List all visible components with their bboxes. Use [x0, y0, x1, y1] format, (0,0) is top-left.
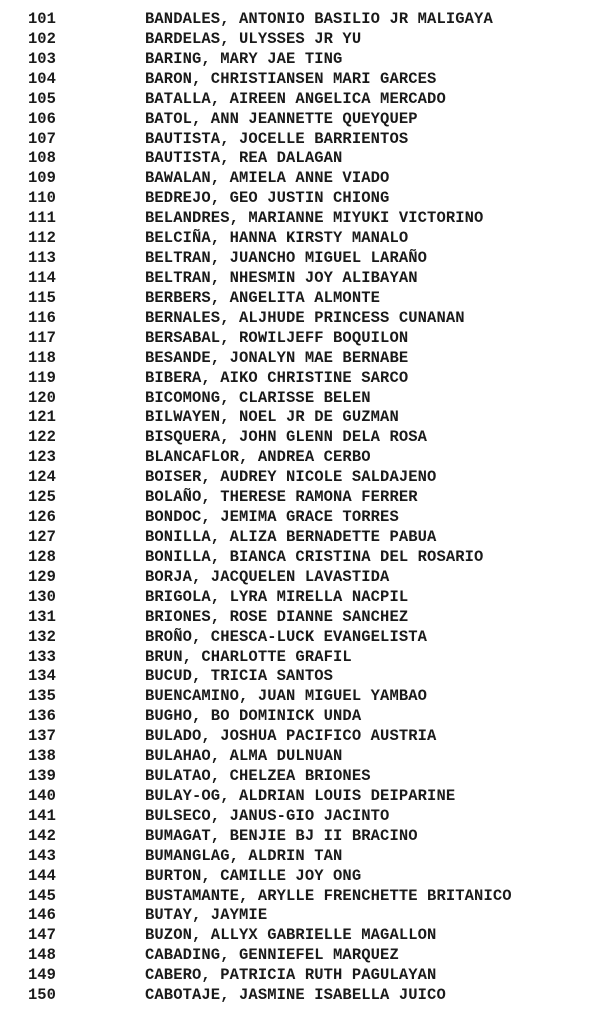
entry-number: 115	[28, 288, 56, 307]
entry-name: BESANDE, JONALYN MAE BERNABE	[145, 348, 409, 367]
entry-name: BULAY-OG, ALDRIAN LOUIS DEIPARINE	[145, 786, 456, 805]
list-item	[0, 867, 615, 887]
entry-number: 125	[28, 488, 56, 507]
entry-number: 147	[28, 926, 56, 945]
list-item	[0, 229, 615, 249]
list-item	[0, 847, 615, 867]
list-item	[0, 687, 615, 707]
list-item	[0, 986, 615, 1006]
list-item	[0, 827, 615, 847]
entry-number: 117	[28, 328, 56, 347]
entry-number: 108	[28, 149, 56, 168]
entry-name: CABERO, PATRICIA RUTH PAGULAYAN	[145, 966, 437, 985]
list-item	[0, 707, 615, 727]
entry-name: CABADING, GENNIEFEL MARQUEZ	[145, 946, 399, 965]
list-item	[0, 628, 615, 648]
entry-name: BIBERA, AIKO CHRISTINE SARCO	[145, 368, 409, 387]
entry-name: BUCUD, TRICIA SANTOS	[145, 667, 334, 686]
list-item	[0, 50, 615, 70]
list-item	[0, 906, 615, 926]
list-item	[0, 508, 615, 528]
entry-number: 121	[28, 408, 56, 427]
entry-number: 104	[28, 69, 56, 88]
entry-name: BARING, MARY JAE TING	[145, 49, 343, 68]
entry-name: BULATAO, CHELZEA BRIONES	[145, 767, 371, 786]
list-item	[0, 149, 615, 169]
entry-number: 127	[28, 527, 56, 546]
entry-number: 142	[28, 826, 56, 845]
entry-number: 139	[28, 767, 56, 786]
entry-number: 149	[28, 966, 56, 985]
entry-name: BUTAY, JAYMIE	[145, 906, 268, 925]
entry-number: 148	[28, 946, 56, 965]
entry-name: BULADO, JOSHUA PACIFICO AUSTRIA	[145, 727, 437, 746]
entry-name: BULSECO, JANUS-GIO JACINTO	[145, 806, 390, 825]
list-item	[0, 110, 615, 130]
entry-name: BERNALES, ALJHUDE PRINCESS CUNANAN	[145, 308, 465, 327]
entry-name: BRIONES, ROSE DIANNE SANCHEZ	[145, 607, 409, 626]
list-item	[0, 329, 615, 349]
entry-name: BONILLA, BIANCA CRISTINA DEL ROSARIO	[145, 547, 484, 566]
entry-number: 124	[28, 468, 56, 487]
list-item	[0, 349, 615, 369]
list-item	[0, 70, 615, 90]
entry-number: 114	[28, 268, 56, 287]
entry-number: 111	[28, 209, 56, 228]
list-item	[0, 130, 615, 150]
entry-name: BUMANGLAG, ALDRIN TAN	[145, 846, 343, 865]
entry-number: 150	[28, 986, 56, 1005]
list-item	[0, 428, 615, 448]
entry-name: BAWALAN, AMIELA ANNE VIADO	[145, 169, 390, 188]
list-item	[0, 568, 615, 588]
entry-number: 141	[28, 806, 56, 825]
entry-name: BAUTISTA, REA DALAGAN	[145, 149, 343, 168]
entry-name: BARON, CHRISTIANSEN MARI GARCES	[145, 69, 437, 88]
list-item	[0, 926, 615, 946]
entry-name: BONILLA, ALIZA BERNADETTE PABUA	[145, 527, 437, 546]
entry-number: 105	[28, 89, 56, 108]
list-item	[0, 946, 615, 966]
entry-name: CABOTAJE, JASMINE ISABELLA JUICO	[145, 986, 446, 1005]
entry-number: 112	[28, 229, 56, 248]
entry-name: BELCIÑA, HANNA KIRSTY MANALO	[145, 229, 409, 248]
entry-name: BATALLA, AIREEN ANGELICA MERCADO	[145, 89, 446, 108]
entry-number: 131	[28, 607, 56, 626]
entry-number: 120	[28, 388, 56, 407]
entry-number: 140	[28, 786, 56, 805]
entry-name: BUSTAMANTE, ARYLLE FRENCHETTE BRITANICO	[145, 886, 512, 905]
list-item	[0, 966, 615, 986]
entry-number: 138	[28, 747, 56, 766]
entry-number: 116	[28, 308, 56, 327]
entry-number: 101	[28, 10, 56, 28]
list-item	[0, 389, 615, 409]
entry-name: BILWAYEN, NOEL JR DE GUZMAN	[145, 408, 399, 427]
entry-number: 146	[28, 906, 56, 925]
list-item	[0, 289, 615, 309]
entry-number: 119	[28, 368, 56, 387]
entry-name: BURTON, CAMILLE JOY ONG	[145, 866, 362, 885]
entry-number: 144	[28, 866, 56, 885]
list-item	[0, 488, 615, 508]
entry-number: 102	[28, 29, 56, 48]
list-item	[0, 249, 615, 269]
list-item	[0, 648, 615, 668]
entry-name: BOLAÑO, THERESE RAMONA FERRER	[145, 488, 418, 507]
entry-name: BONDOC, JEMIMA GRACE TORRES	[145, 508, 399, 527]
list-item	[0, 548, 615, 568]
entry-name: BERBERS, ANGELITA ALMONTE	[145, 288, 381, 307]
list-item	[0, 608, 615, 628]
entry-name: BAUTISTA, JOCELLE BARRIENTOS	[145, 129, 409, 148]
list-item	[0, 767, 615, 787]
list-item	[0, 747, 615, 767]
list-item	[0, 189, 615, 209]
list-item	[0, 369, 615, 389]
entry-name: BATOL, ANN JEANNETTE QUEYQUEP	[145, 109, 418, 128]
entry-number: 109	[28, 169, 56, 188]
entry-name: BELTRAN, NHESMIN JOY ALIBAYAN	[145, 268, 418, 287]
entry-name: BRIGOLA, LYRA MIRELLA NACPIL	[145, 587, 409, 606]
entry-name: BORJA, JACQUELEN LAVASTIDA	[145, 567, 390, 586]
list-item	[0, 887, 615, 907]
entry-name: BULAHAO, ALMA DULNUAN	[145, 747, 343, 766]
entry-name: BOISER, AUDREY NICOLE SALDAJENO	[145, 468, 437, 487]
entry-number: 135	[28, 687, 56, 706]
list-item	[0, 448, 615, 468]
name-list	[0, 10, 615, 1006]
entry-number: 103	[28, 49, 56, 68]
entry-number: 126	[28, 508, 56, 527]
list-item	[0, 90, 615, 110]
entry-name: BLANCAFLOR, ANDREA CERBO	[145, 448, 371, 467]
entry-name: BICOMONG, CLARISSE BELEN	[145, 388, 371, 407]
entry-number: 123	[28, 448, 56, 467]
list-item	[0, 807, 615, 827]
list-item	[0, 588, 615, 608]
list-item	[0, 30, 615, 50]
entry-name: BARDELAS, ULYSSES JR YU	[145, 29, 362, 48]
list-item	[0, 408, 615, 428]
entry-number: 137	[28, 727, 56, 746]
entry-name: BEDREJO, GEO JUSTIN CHIONG	[145, 189, 390, 208]
entry-name: BANDALES, ANTONIO BASILIO JR MALIGAYA	[145, 10, 493, 28]
entry-number: 107	[28, 129, 56, 148]
entry-number: 143	[28, 846, 56, 865]
entry-number: 133	[28, 647, 56, 666]
list-item	[0, 209, 615, 229]
entry-name: BUGHO, BO DOMINICK UNDA	[145, 707, 362, 726]
list-item	[0, 169, 615, 189]
list-item	[0, 528, 615, 548]
entry-number: 118	[28, 348, 56, 367]
list-item	[0, 727, 615, 747]
entry-number: 113	[28, 249, 56, 268]
entry-number: 110	[28, 189, 56, 208]
entry-name: BISQUERA, JOHN GLENN DELA ROSA	[145, 428, 428, 447]
entry-name: BRUN, CHARLOTTE GRAFIL	[145, 647, 352, 666]
entry-name: BELANDRES, MARIANNE MIYUKI VICTORINO	[145, 209, 484, 228]
entry-number: 136	[28, 707, 56, 726]
entry-name: BUZON, ALLYX GABRIELLE MAGALLON	[145, 926, 437, 945]
entry-name: BROÑO, CHESCA-LUCK EVANGELISTA	[145, 627, 428, 646]
entry-number: 122	[28, 428, 56, 447]
entry-name: BUENCAMINO, JUAN MIGUEL YAMBAO	[145, 687, 428, 706]
entry-number: 132	[28, 627, 56, 646]
entry-number: 130	[28, 587, 56, 606]
list-item	[0, 309, 615, 329]
list-item	[0, 10, 615, 30]
entry-number: 145	[28, 886, 56, 905]
entry-name: BERSABAL, ROWILJEFF BOQUILON	[145, 328, 409, 347]
list-item	[0, 787, 615, 807]
entry-number: 134	[28, 667, 56, 686]
entry-name: BELTRAN, JUANCHO MIGUEL LARAÑO	[145, 249, 428, 268]
entry-name: BUMAGAT, BENJIE BJ II BRACINO	[145, 826, 418, 845]
list-item	[0, 269, 615, 289]
list-item	[0, 468, 615, 488]
entry-number: 106	[28, 109, 56, 128]
entry-number: 128	[28, 547, 56, 566]
list-item	[0, 667, 615, 687]
entry-number: 129	[28, 567, 56, 586]
